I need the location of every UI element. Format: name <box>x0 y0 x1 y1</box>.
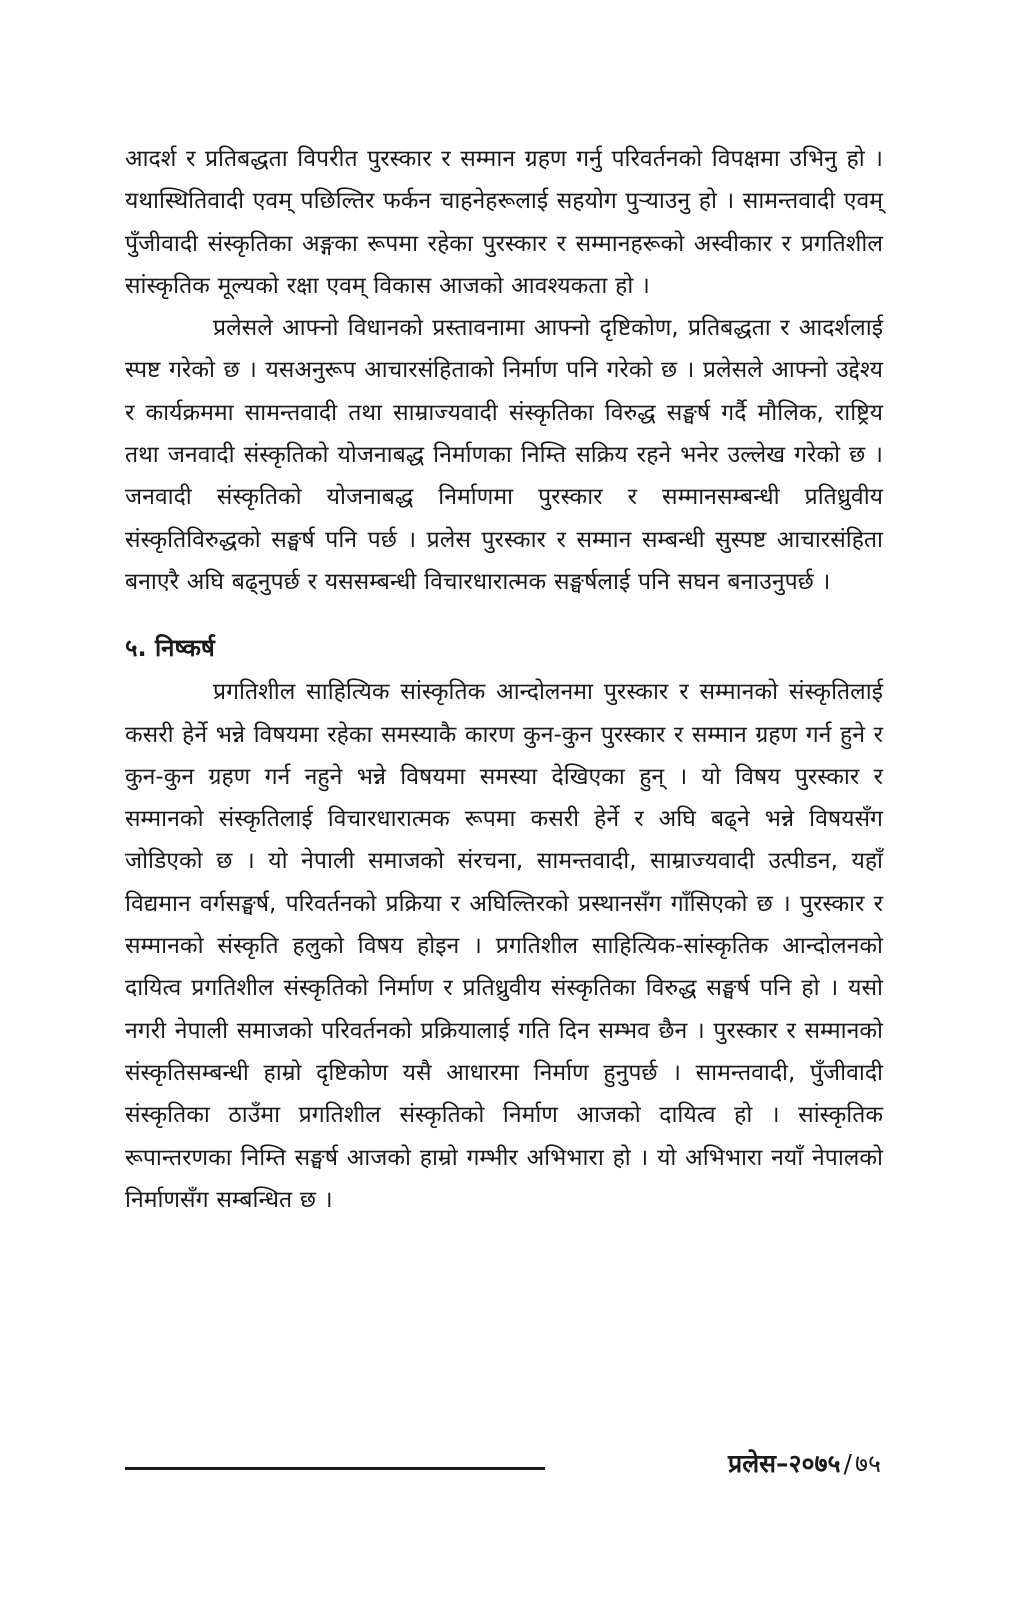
footer-divider <box>125 1467 545 1470</box>
paragraph-1: आदर्श र प्रतिबद्धता विपरीत पुरस्कार र सम्मान ग्रहण गर्नु परिवर्तनको विपक्षमा उभिनु हो । यथास्थितिवादी एवम् पछिल्तिर फर्कन चाहनेहरूलाई सहयोग पुर्‍याउनु हो । सामन्तवादी एवम् पुँजीवादी संस्कृतिका अङ्गका रूपमा रहेका पुरस्कार र सम्मानहरूको अस्वीकार र प्रगतिशील सांस्कृतिक मूल्यको रक्षा एवम् विकास आजको आवश्यकता हो । <box>125 146 883 299</box>
page-number: ७५ <box>854 1449 881 1478</box>
section-heading-conclusion: ५. निष्कर्ष <box>125 634 215 663</box>
page-footer <box>728 1446 881 1482</box>
article-body <box>125 138 883 1221</box>
footer-separator: / <box>843 1449 852 1478</box>
paragraph-2: प्रलेसले आफ्नो विधानको प्रस्तावनामा आफ्नो दृष्टिकोण, प्रतिबद्धता र आदर्शलाई स्पष्ट गरेको छ । यसअनुरूप आचारसंहिताको निर्माण पनि गरेको छ । प्रलेसले आफ्नो उद्देश्य र कार्यक्रममा सामन्तवादी तथा साम्राज्यवादी संस्कृतिका विरुद्ध सङ्घर्ष गर्दै मौलिक, राष्ट्रिय तथा जनवादी संस्कृतिको योजनाबद्ध निर्माणका निम्ति सक्रिय रहने भनेर उल्लेख गरेको छ । जनवादी संस्कृतिको योजनाबद्ध निर्माणमा पुरस्कार र सम्मानसम्बन्धी प्रतिध्रुवीय संस्कृतिविरुद्धको सङ्घर्ष पनि पर्छ । प्रलेस पुरस्कार र सम्मान सम्बन्धी सुस्पष्ट आचारसंहिता बनाएरै अघि बढ्नुपर्छ र यससम्बन्धी विचारधारात्मक सङ्घर्षलाई पनि सघन बनाउनुपर्छ । <box>125 315 883 595</box>
conclusion-paragraph: प्रगतिशील साहित्यिक सांस्कृतिक आन्दोलनमा पुरस्कार र सम्मानको संस्कृतिलाई कसरी हेर्ने भन्ने विषयमा रहेका समस्याकै कारण कुन-कुन पुरस्कार र सम्मान ग्रहण गर्न हुने र कुन-कुन ग्रहण गर्न नहुने भन्ने विषयमा समस्या देखिएका हुन् । यो विषय पुरस्कार र सम्मानको संस्कृतिलाई विचारधारात्मक रूपमा कसरी हेर्ने र अघि बढ्ने भन्ने विषयसँग जोडिएको छ । यो नेपाली समाजको संरचना, सामन्तवादी, साम्राज्यवादी उत्पीडन, यहाँ विद्यमान वर्गसङ्घर्ष, परिवर्तनको प्रक्रिया र अघिल्तिरको प्रस्थानसँग गाँसिएको छ । पुरस्कार र सम्मानको संस्कृति हलुको विषय होइन । प्रगतिशील साहित्यिक-सांस्कृतिक आन्दोलनको दायित्व प्रगतिशील संस्कृतिको निर्माण र प्रतिध्रुवीय संस्कृतिका विरुद्ध सङ्घर्ष पनि हो । यसो नगरी नेपाली समाजको परिवर्तनको प्रक्रियालाई गति दिन सम्भव छैन । पुरस्कार र सम्मानको संस्कृतिसम्बन्धी हाम्रो दृष्टिकोण यसै आधारमा निर्माण हुनुपर्छ । सामन्तवादी, पुँजीवादी संस्कृतिका ठाउँमा प्रगतिशील संस्कृतिको निर्माण आजको दायित्व हो । सांस्कृतिक रूपान्तरणका निम्ति सङ्घर्ष आजको हाम्रो गम्भीर अभिभारा हो । यो अभिभारा नयाँ नेपालको निर्माणसँग सम्बन्धित छ । <box>125 679 883 1213</box>
footer-journal-title: प्रलेस–२०७५ <box>727 1449 841 1478</box>
